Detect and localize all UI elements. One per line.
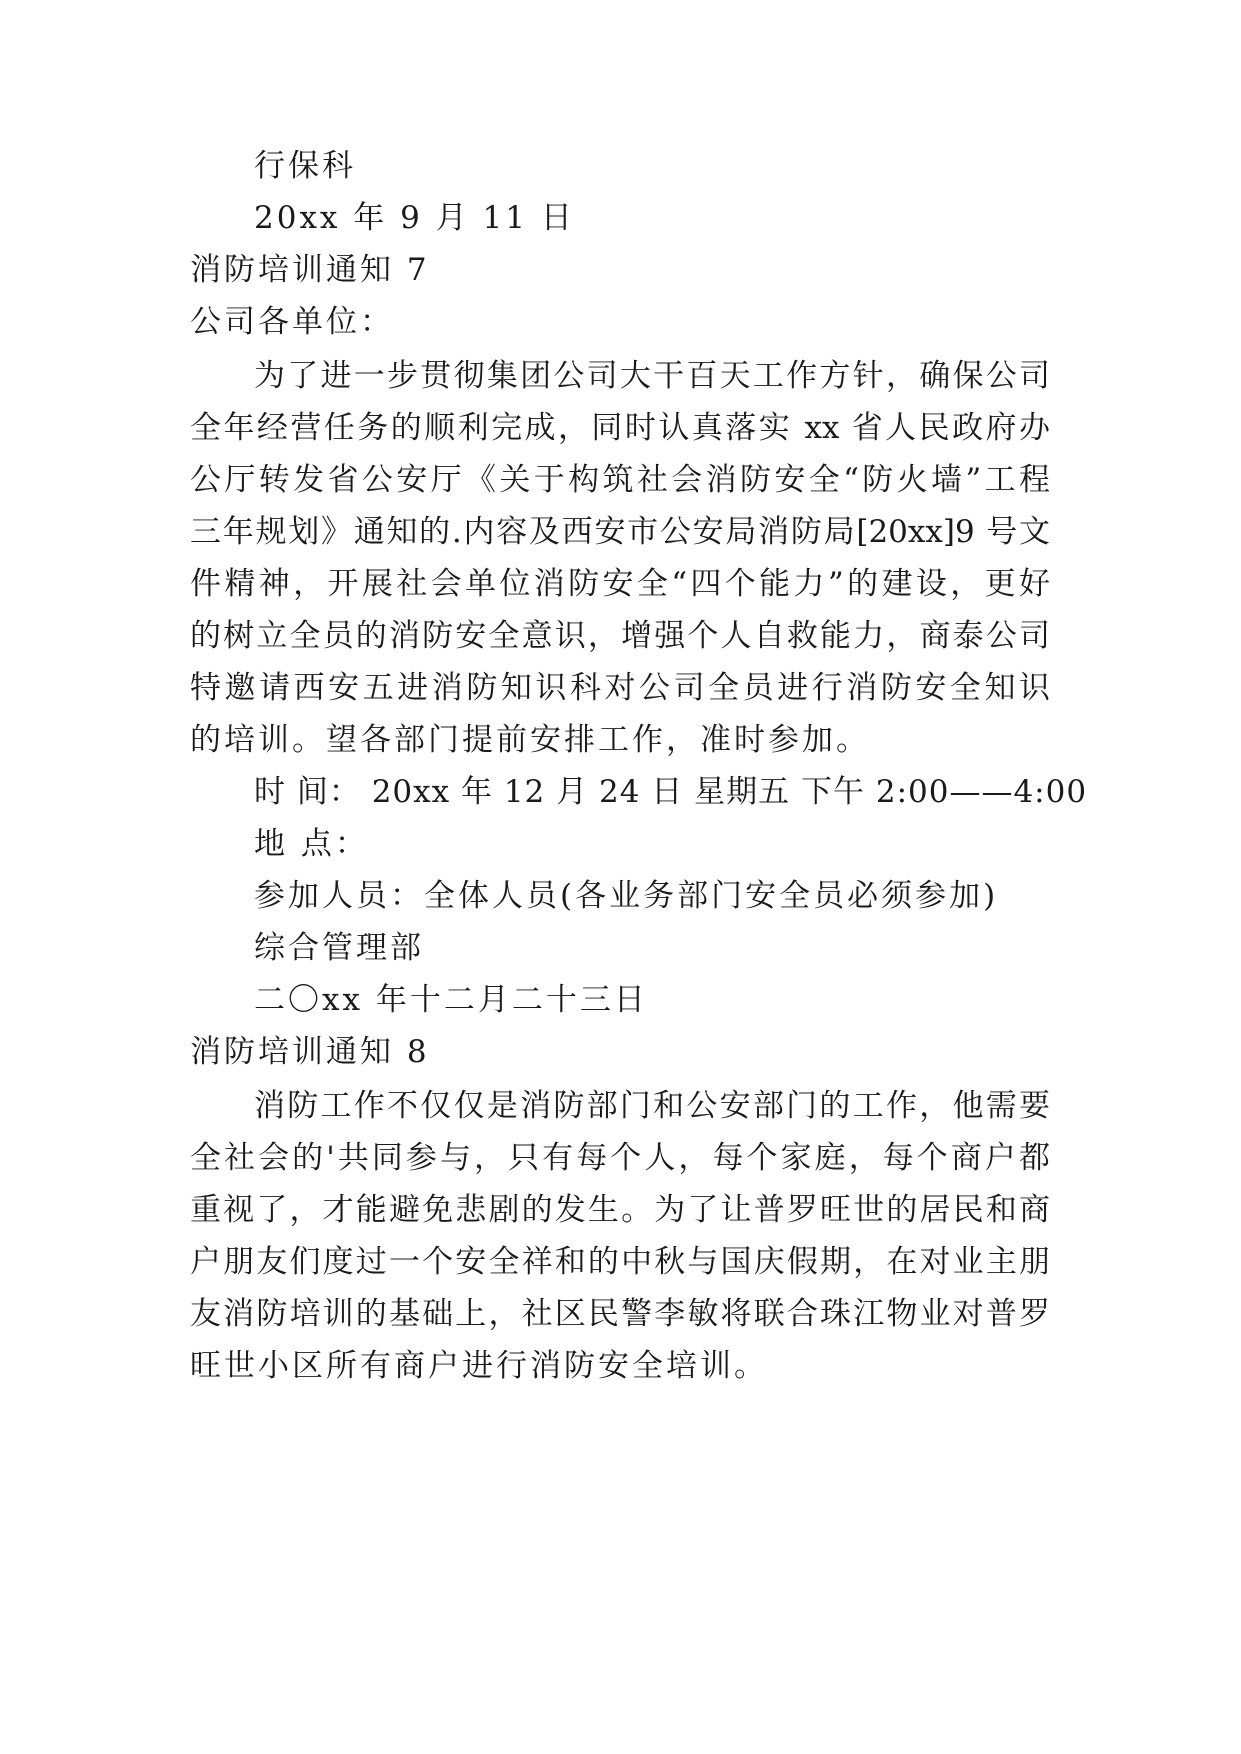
notice-date: 二〇xx 年十二月二十三日	[254, 982, 648, 1018]
department-signature: 综合管理部	[254, 930, 424, 966]
body-line: 的树立全员的消防安全意识，增强个人自救能力，商泰公司	[190, 618, 1050, 654]
body-line: 友消防培训的基础上，社区民警李敏将联合珠江物业对普罗	[190, 1296, 1050, 1332]
attendees: 参加人员：全体人员(各业务部门安全员必须参加)	[254, 878, 999, 914]
meeting-location: 地 点：	[254, 826, 369, 862]
body-line: 件精神，开展社会单位消防安全“四个能力”的建设，更好	[190, 566, 1050, 602]
notice-date: 20xx 年 9 月 11 日	[254, 200, 575, 236]
body-line: 的培训。望各部门提前安排工作，准时参加。	[190, 722, 870, 758]
body-line: 公厅转发省公安厅《关于构筑社会消防安全“防火墙”工程	[190, 462, 1050, 498]
body-line: 重视了，才能避免悲剧的发生。为了让普罗旺世的居民和商	[190, 1192, 1050, 1228]
body-line: 特邀请西安五进消防知识科对公司全员进行消防安全知识	[190, 670, 1050, 706]
notice-7-title: 消防培训通知 7	[190, 252, 430, 288]
body-line: 旺世小区所有商户进行消防安全培训。	[190, 1348, 768, 1384]
body-line: 消防工作不仅仅是消防部门和公安部门的工作，他需要	[254, 1088, 1050, 1124]
department-signature: 行保科	[254, 148, 356, 184]
meeting-time: 时 间： 20xx 年 12 月 24 日 星期五 下午 2:00——4:00	[254, 774, 1088, 810]
body-line: 户朋友们度过一个安全祥和的中秋与国庆假期，在对业主朋	[190, 1244, 1050, 1280]
notice-8-title: 消防培训通知 8	[190, 1034, 430, 1070]
salutation: 公司各单位：	[190, 304, 394, 340]
body-line: 三年规划》通知的.内容及西安市公安局消防局[20xx]9 号文	[190, 514, 1050, 550]
body-line: 全年经营任务的顺利完成，同时认真落实 xx 省人民政府办	[190, 410, 1050, 446]
body-line: 为了进一步贯彻集团公司大干百天工作方针，确保公司	[254, 358, 1050, 394]
body-line: 全社会的'共同参与，只有每个人，每个家庭，每个商户都	[190, 1140, 1050, 1176]
